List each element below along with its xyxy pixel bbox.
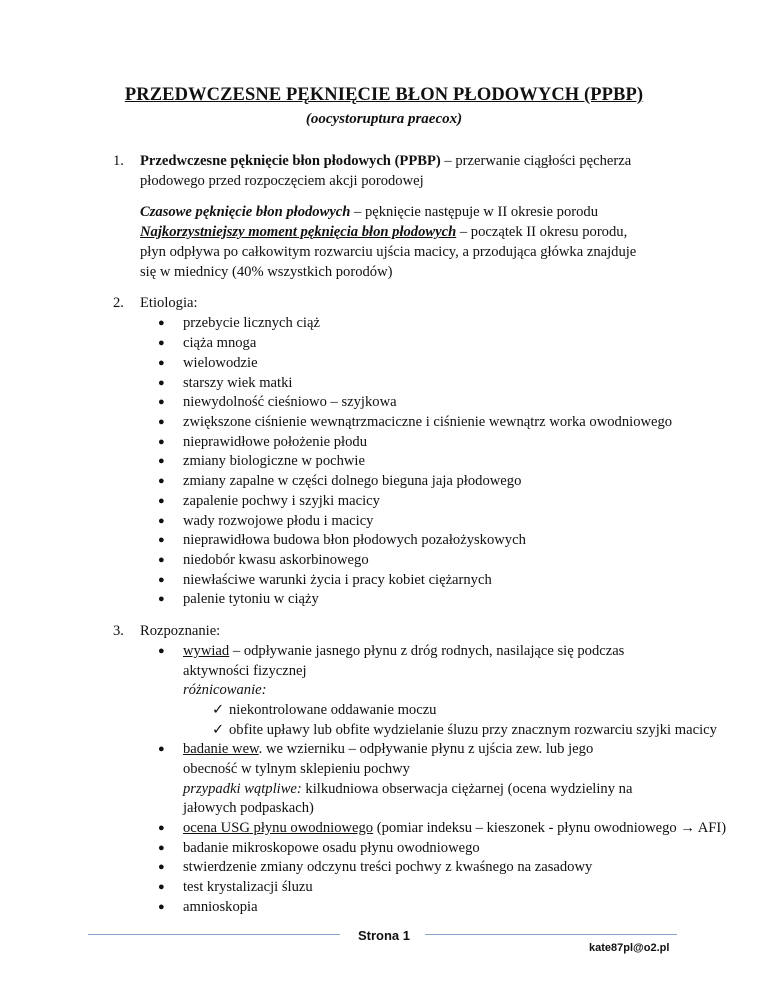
bullet-icon: ● — [158, 534, 165, 546]
bullet-icon: ● — [158, 822, 165, 834]
differentiation-label: różnicowanie: — [183, 682, 267, 698]
badanie-item — [183, 740, 763, 760]
section-1-temporal — [140, 203, 740, 223]
bullet-icon: ● — [158, 901, 165, 913]
badanie-text: . we wzierniku – odpływanie płynu z ujścia zew. lub jego — [258, 741, 594, 757]
doubtful-label: przypadki wątpliwe: — [183, 781, 302, 797]
list-item: nieprawidłowa budowa błon płodowych pozałożyskowych — [183, 532, 526, 548]
section-1-number: 1. — [113, 153, 124, 169]
page-subtitle: (oocystoruptura praecox) — [305, 111, 463, 127]
wywiad-term: wywiad — [183, 643, 230, 659]
list-item: ciąża mnoga — [183, 335, 257, 351]
doubtful-line2: jałowych podpaskach) — [183, 800, 314, 816]
list-item: amnioskopia — [183, 899, 258, 915]
section-2-number: 2. — [113, 295, 124, 311]
best-moment-line3: się w miednicy (40% wszystkich porodów) — [140, 264, 393, 280]
section-1-definition-line2: płodowego przed rozpoczęciem akcji porodowej — [140, 173, 424, 189]
bullet-icon: ● — [158, 317, 165, 329]
best-moment-term: Najkorzystniejszy moment pęknięcia błon płodowych — [140, 224, 457, 240]
wywiad-text: – odpływanie jasnego płynu z dróg rodnych, nasilające się podczas — [229, 643, 625, 659]
section-1-definition-text: – przerwanie ciągłości pęcherza — [440, 153, 632, 169]
diff-item: niekontrolowane oddawanie moczu — [229, 702, 437, 718]
temporal-text: – pęknięcie następuje w II okresie porodu — [350, 204, 598, 220]
badanie-line2: obecność w tylnym sklepieniu pochwy — [183, 761, 410, 777]
bullet-icon: ● — [158, 842, 165, 854]
bullet-icon: ● — [158, 377, 165, 389]
list-item: nieprawidłowe położenie płodu — [183, 434, 367, 450]
bullet-icon: ● — [158, 396, 165, 408]
list-item: starszy wiek matki — [183, 375, 293, 391]
checkmark-icon: ✓ — [212, 722, 225, 738]
wywiad-line2: aktywności fizycznej — [183, 663, 307, 679]
list-item: wielowodzie — [183, 355, 258, 371]
doubtful-cases — [183, 780, 763, 800]
bullet-icon: ● — [158, 337, 165, 349]
bullet-icon: ● — [158, 475, 165, 487]
bullet-icon: ● — [158, 416, 165, 428]
temporal-term: Czasowe pęknięcie błon płodowych — [140, 204, 351, 220]
section-1-term: Przedwczesne pęknięcie błon płodowych (PPBP) — [140, 153, 441, 169]
section-3-number: 3. — [113, 623, 124, 639]
section-1-best-moment — [140, 223, 740, 243]
bullet-icon: ● — [158, 645, 165, 657]
best-moment-text: – początek II okresu porodu, — [456, 224, 628, 240]
section-1-definition — [140, 152, 740, 172]
list-item: niewydolność cieśniowo – szyjkowa — [183, 394, 397, 410]
bullet-icon: ● — [158, 436, 165, 448]
best-moment-line2: płyn odpływa po całkowitym rozwarciu ujścia macicy, a przodująca główka znajduje — [140, 244, 637, 260]
bullet-icon: ● — [158, 554, 165, 566]
bullet-icon: ● — [158, 574, 165, 586]
bullet-icon: ● — [158, 593, 165, 605]
page-number: Strona 1 — [357, 928, 410, 943]
wywiad-item — [183, 642, 763, 662]
list-item: przebycie licznych ciąż — [183, 315, 320, 331]
bullet-icon: ● — [158, 357, 165, 369]
bullet-icon: ● — [158, 495, 165, 507]
list-item: palenie tytoniu w ciąży — [183, 591, 319, 607]
bullet-icon: ● — [158, 861, 165, 873]
list-item: zmiany zapalne w części dolnego bieguna jaja płodowego — [183, 473, 522, 489]
doubtful-text: kilkudniowa obserwacja ciężarnej (ocena wydzieliny na — [301, 781, 633, 797]
list-item: badanie mikroskopowe osadu płynu owodniowego — [183, 840, 480, 856]
checkmark-icon: ✓ — [212, 702, 225, 718]
bullet-icon: ● — [158, 455, 165, 467]
usg-item — [183, 819, 763, 839]
page-title: PRZEDWCZESNE PĘKNIĘCIE BŁON PŁODOWYCH (PPBP) — [124, 85, 644, 105]
badanie-term: badanie wew — [183, 741, 259, 757]
bullet-icon: ● — [158, 743, 165, 755]
list-item: zwiększone ciśnienie wewnątrzmaciczne i ciśnienie wewnątrz worka owodniowego — [183, 414, 673, 430]
list-item: stwierdzenie zmiany odczynu treści pochwy z kwaśnego na zasadowy — [183, 859, 593, 875]
list-item: test krystalizacji śluzu — [183, 879, 313, 895]
list-item: wady rozwojowe płodu i macicy — [183, 513, 374, 529]
list-item: zapalenie pochwy i szyjki macicy — [183, 493, 380, 509]
usg-text: (pomiar indeksu – kieszonek - płynu owodniowego → AFI) — [373, 820, 727, 836]
list-item: niewłaściwe warunki życia i pracy kobiet ciężarnych — [183, 572, 492, 588]
author-email: kate87pl@o2.pl — [589, 942, 670, 954]
bullet-icon: ● — [158, 881, 165, 893]
list-item: niedobór kwasu askorbinowego — [183, 552, 369, 568]
section-3-heading: Rozpoznanie: — [140, 623, 221, 639]
bullet-icon: ● — [158, 515, 165, 527]
section-2-heading: Etiologia: — [140, 295, 198, 311]
diff-item: obfite upławy lub obfite wydzielanie śluzu przy znacznym rozwarciu szyjki macicy — [229, 722, 717, 738]
list-item: zmiany biologiczne w pochwie — [183, 453, 365, 469]
usg-term: ocena USG płynu owodniowego — [183, 820, 374, 836]
